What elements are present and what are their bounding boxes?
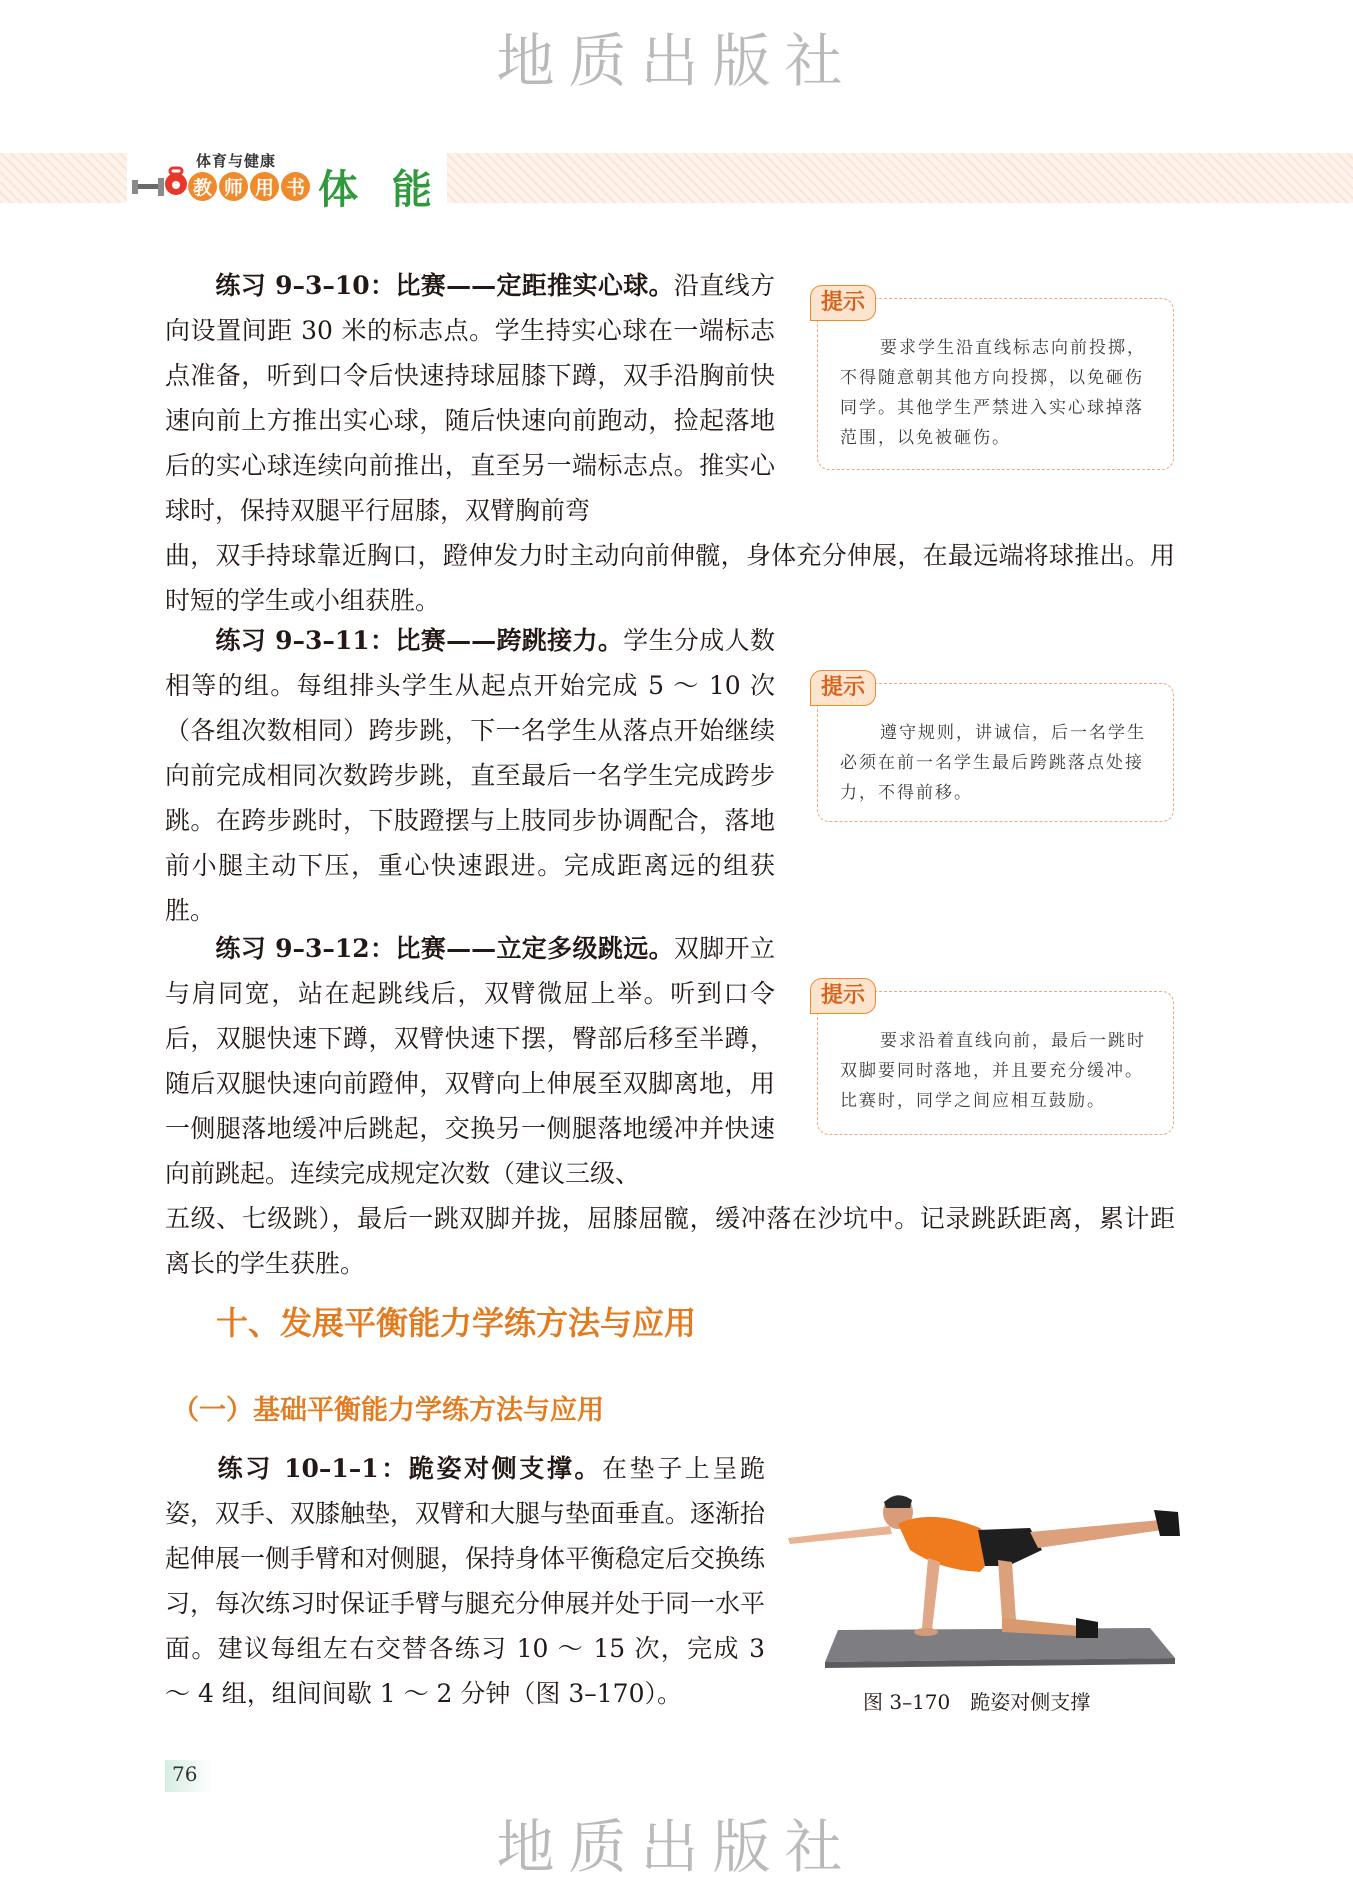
exercise-paragraph [165,618,775,933]
exercise-title: 练习 10–1–1：跪姿对侧支撑。 [215,1454,603,1483]
publisher-watermark-top: 地质出版社 [496,27,857,95]
dumbbell-icon [130,162,188,200]
exercise-title: 练习 9–3–10：比赛——定距推实心球。 [215,271,674,300]
header-pill: 书 [281,172,310,201]
exercise-body: 沿直线方向设置间距 30 米的标志点。学生持实心球在一端标志点准备，听到口令后快速持球屈膝下蹲，双手沿胸前快速向前上方推出实心球，随后快速向前跑动，捡起落地后的实心球连续向前推出，直至另一端标志点。推实心球时，保持双腿平行屈膝，双臂胸前弯 [165,271,775,525]
exercise-paragraph-continued [165,533,1175,623]
exercise-paragraph [165,926,775,1196]
exercise-paragraph-continued [165,1196,1175,1286]
tip-label: 提示 [810,670,876,706]
tip-box [817,290,1174,470]
header-pill: 用 [250,172,279,201]
tip-box [817,983,1174,1135]
tip-label: 提示 [810,285,876,321]
figure-caption: 图 3–170 跪姿对侧支撑 [863,1690,1091,1714]
exercise-title: 练习 9–3–12：比赛——立定多级跳远。 [215,934,674,963]
exercise-body: 在垫子上呈跪姿，双手、双膝触垫，双臂和大腿与垫面垂直。逐渐抬起伸展一侧手臂和对侧腿，保持身体平衡稳定后交换练习，每次练习时保证手臂与腿充分伸展并处于同一水平面。建议每组左右交替各练习 10 ～ 15 次，完成 3 ～ 4 组，组间间歇 1 ～ 2 分钟（图 3–170）。 [165,1454,766,1708]
exercise-paragraph [165,263,775,533]
tip-text: 要求沿着直线向前，最后一跳时双脚要同时落地，并且要充分缓冲。比赛时，同学之间应相互鼓励。 [840,1031,1146,1111]
exercise-paragraph [165,1446,765,1716]
subsection-heading: （一）基础平衡能力学练方法与应用 [172,1395,604,1426]
header-subtitle: 体育与健康 [196,152,277,170]
exercise-title: 练习 9–3–11：比赛——跨跳接力。 [215,626,624,655]
header-pill: 师 [219,172,248,201]
tip-text: 遵守规则，讲诚信，后一名学生必须在前一名学生最后跨跳落点处接力，不得前移。 [840,723,1146,803]
exercise-body: 双脚开立与肩同宽，站在起跳线后，双臂微屈上举。听到口令后，双腿快速下蹲，双臂快速下摆，臀部后移至半蹲，随后双腿快速向前蹬伸，双臂向上伸展至双脚离地，用一侧腿落地缓冲后跳起，交换另一侧腿落地缓冲并快速向前跳起。连续完成规定次数（建议三级、 [165,934,775,1188]
tip-label: 提示 [810,978,876,1014]
section-heading: 十、发展平衡能力学练方法与应用 [216,1304,697,1342]
exercise-body: 五级、七级跳），最后一跳双脚并拢，屈膝屈髋，缓冲落在沙坑中。记录跳跃距离，累计距离长的学生获胜。 [165,1204,1175,1278]
exercise-body: 曲，双手持球靠近胸口，蹬伸发力时主动向前伸髋，身体充分伸展，在最远端将球推出。用时短的学生或小组获胜。 [165,541,1175,615]
header-pill: 教 [188,172,217,201]
header-title: 体 能 [318,167,442,213]
header-pills [188,172,310,201]
page-number: 76 [172,1762,198,1786]
exercise-body: 学生分成人数相等的组。每组排头学生从起点开始完成 5 ～ 10 次（各组次数相同）跨步跳，下一名学生从落点开始继续向前完成相同次数跨步跳，直至最后一名学生完成跨步跳。在跨步跳时，下肢蹬摆与上肢同步协调配合，落地前小腿主动下压，重心快速跟进。完成距离远的组获胜。 [165,626,775,925]
tip-box [817,675,1174,822]
publisher-watermark-bottom: 地质出版社 [496,1813,857,1881]
tip-text: 要求学生沿直线标志向前投掷，不得随意朝其他方向投掷，以免砸伤同学。其他学生严禁进入实心球掉落范围，以免被砸伤。 [840,338,1146,448]
exercise-photo [780,1480,1200,1670]
